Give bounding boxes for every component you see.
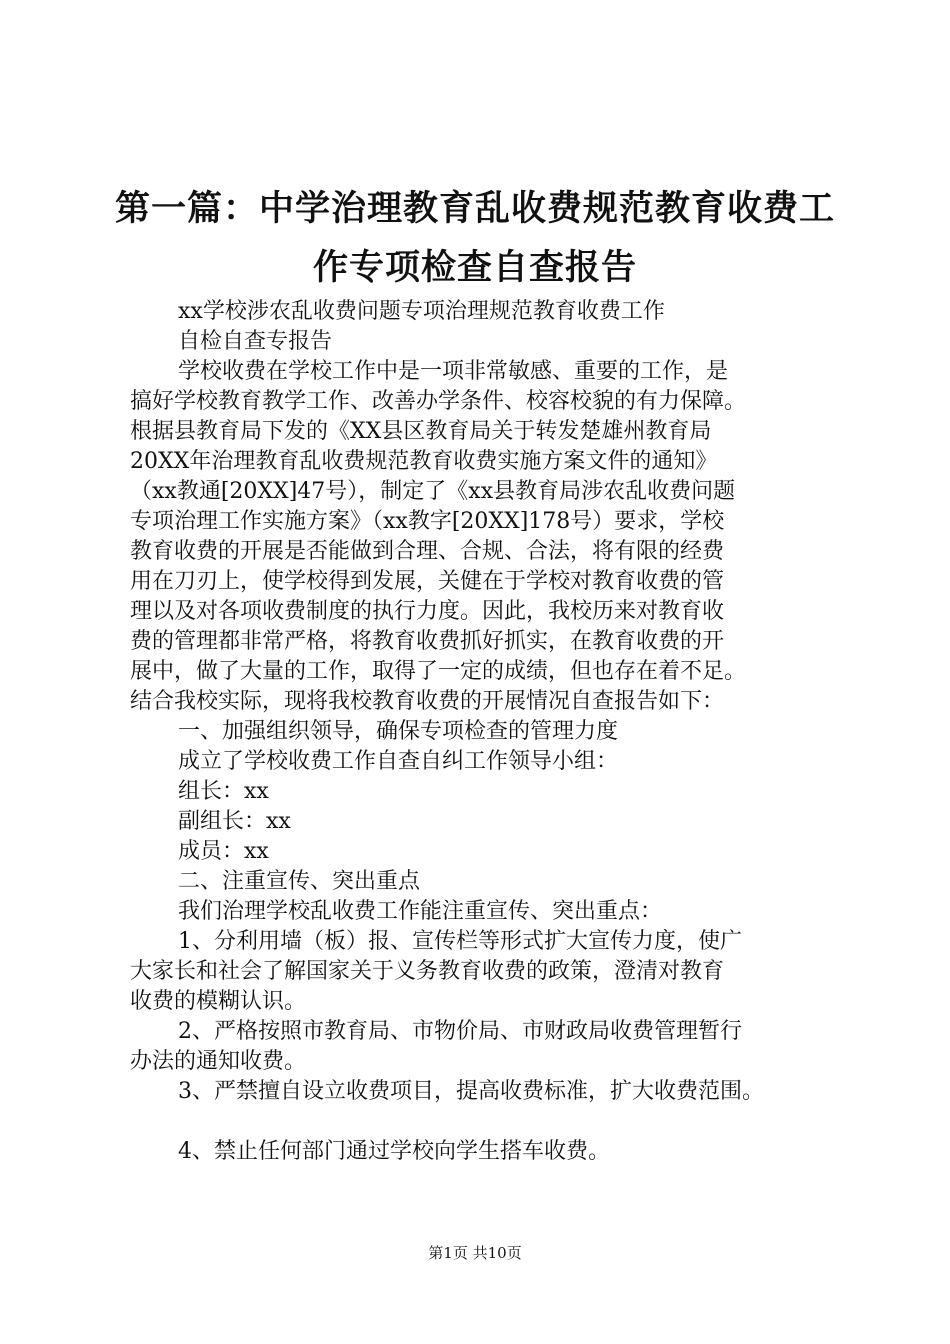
paragraph-line: 根据县教育局下发的《XX县区教育局关于转发楚雄州教育局 — [130, 419, 712, 444]
paragraph-line: 收费的模糊认识。 — [130, 989, 307, 1014]
section-heading: 二、注重宣传、突出重点 — [178, 869, 421, 894]
document-title-line-2: 作专项检查自查报告 — [312, 248, 637, 288]
paragraph-line: 副组长：xx — [178, 809, 291, 834]
paragraph-line: 自检自查专报告 — [178, 329, 333, 354]
document-body — [130, 297, 850, 1167]
paragraph-line: 2、严格按照市教育局、市物价局、市财政局收费管理暂行 — [178, 1019, 742, 1044]
paragraph-line: 理以及对各项收费制度的执行力度。因此，我校历来对教育收 — [130, 599, 725, 624]
paragraph-line: 成立了学校收费工作自查自纠工作领导小组： — [178, 749, 619, 774]
paragraph-line: （xx教通[20XX]47号），制定了《xx县教育局涉农乱收费问题 — [130, 479, 736, 504]
paragraph-line: 专项治理工作实施方案》（xx教字[20XX]178号）要求，学校 — [130, 509, 725, 534]
document-title-line-1: 第一篇：中学治理教育乱收费规范教育收费工 — [114, 189, 835, 229]
paragraph-line: 结合我校实际，现将我校教育收费的开展情况自查报告如下： — [130, 689, 725, 714]
paragraph-line: 组长：xx — [178, 779, 269, 804]
paragraph-line: 展中，做了大量的工作，取得了一定的成绩，但也存在着不足。 — [130, 659, 747, 684]
paragraph-line: 4、禁止任何部门通过学校向学生搭车收费。 — [178, 1139, 610, 1164]
paragraph-line: 教育收费的开展是否能做到合理、合规、合法，将有限的经费 — [130, 539, 725, 564]
paragraph-line: 费的管理都非常严格，将教育收费抓好抓实，在教育收费的开 — [130, 629, 725, 654]
section-heading: 一、加强组织领导，确保专项检查的管理力度 — [178, 719, 619, 744]
paragraph-line: 3、严禁擅自设立收费项目，提高收费标准，扩大收费范围。 — [178, 1079, 764, 1104]
paragraph-line: 搞好学校教育教学工作、改善办学条件、校容校貌的有力保障。 — [130, 389, 747, 414]
paragraph-line: 用在刀刃上，使学校得到发展，关健在于学校对教育收费的管 — [130, 569, 725, 594]
paragraph-line: 1、分利用墙（板）报、宣传栏等形式扩大宣传力度，使广 — [178, 929, 742, 954]
paragraph-line: xx学校涉农乱收费问题专项治理规范教育收费工作 — [178, 299, 665, 324]
page-footer: 第1页 共10页 — [428, 1244, 522, 1262]
paragraph-line: 大家长和社会了解国家关于义务教育收费的政策，澄清对教育 — [130, 959, 725, 984]
paragraph-line: 办法的通知收费。 — [130, 1049, 307, 1074]
paragraph-line: 学校收费在学校工作中是一项非常敏感、重要的工作，是 — [178, 359, 729, 384]
paragraph-line: 我们治理学校乱收费工作能注重宣传、突出重点： — [178, 899, 663, 924]
paragraph-line: 20XX年治理教育乱收费规范教育收费实施方案文件的通知》 — [130, 449, 718, 474]
paragraph-line: 成员：xx — [178, 839, 269, 864]
